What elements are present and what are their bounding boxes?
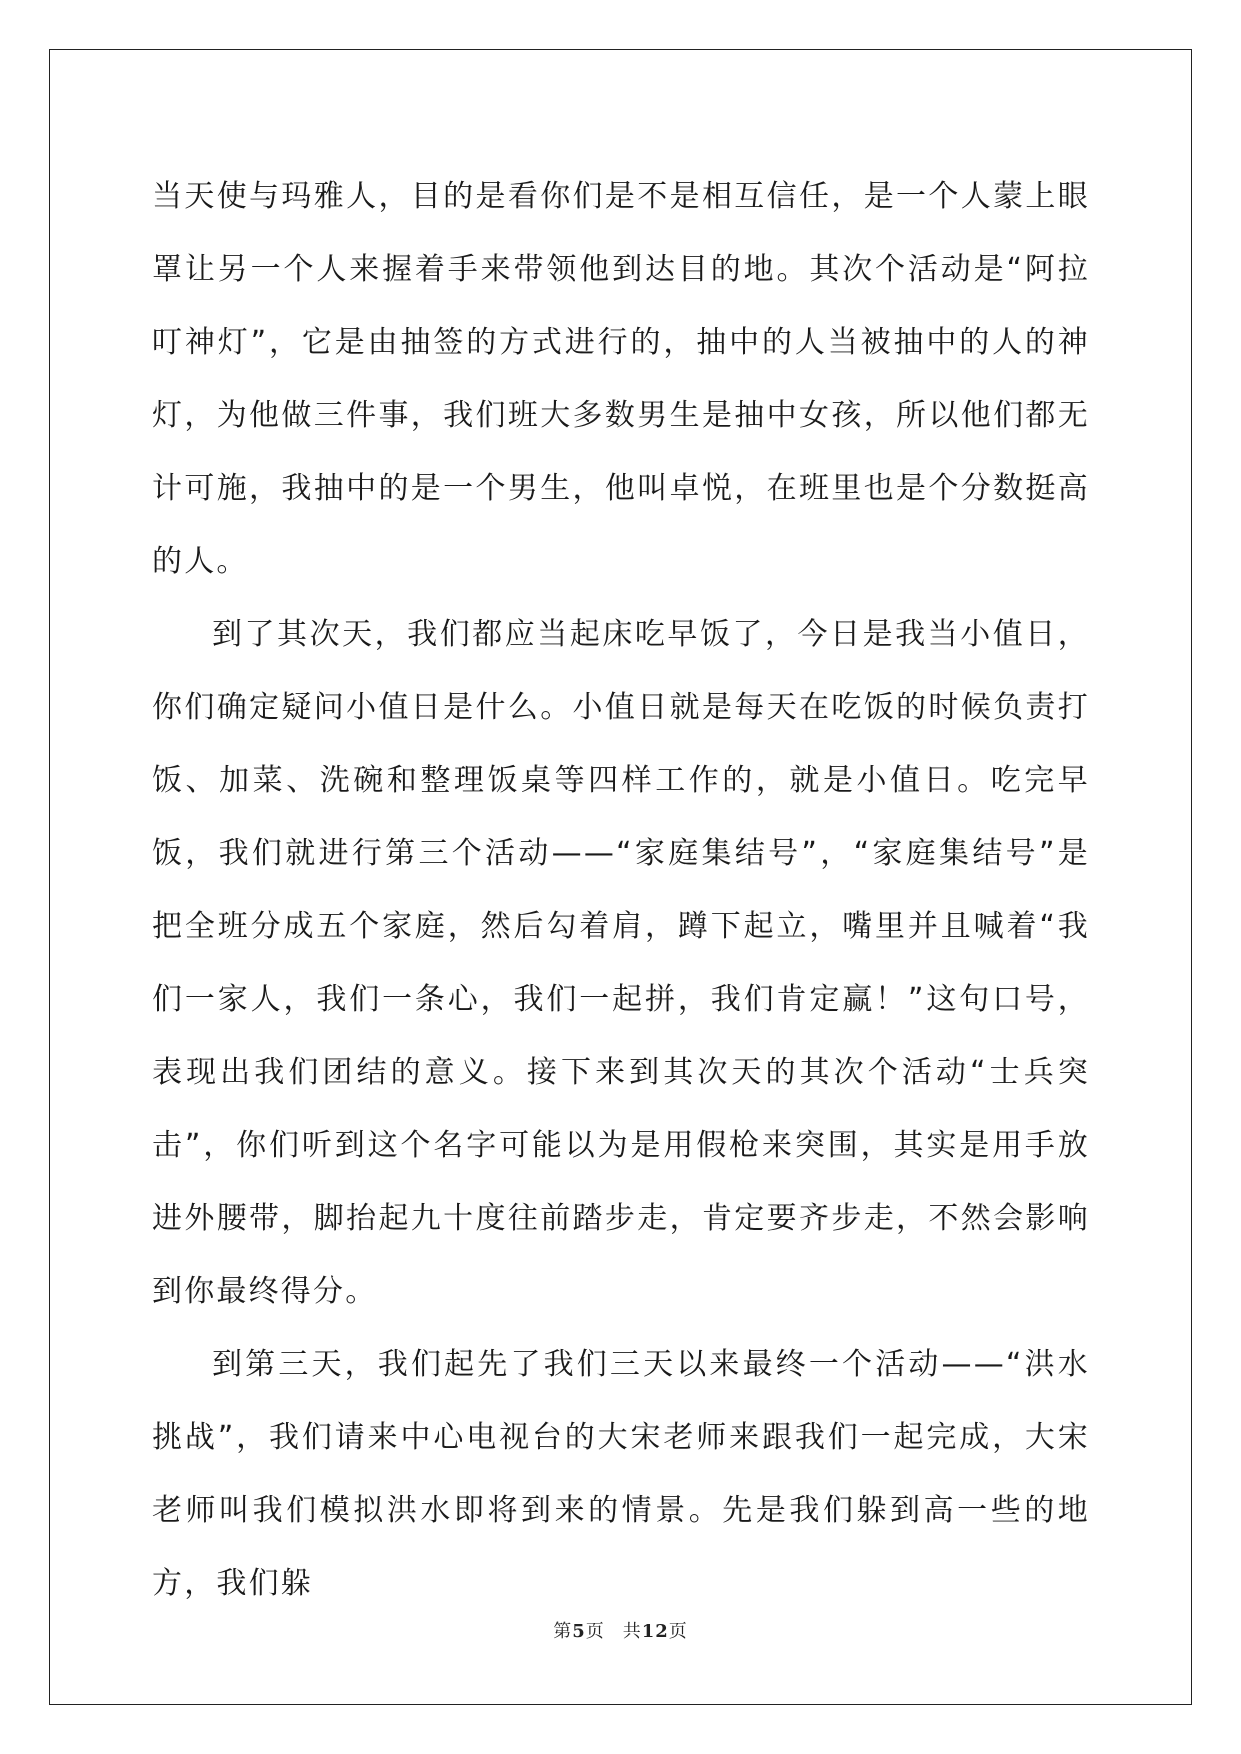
paragraph-2: 到了其次天，我们都应当起床吃早饭了，今日是我当小值日，你们确定疑问小值日是什么。小值日就是每天在吃饭的时候负责打饭、加菜、洗碗和整理饭桌等四样工作的，就是小值日。吃完早饭，我们就进行第三个活动——“家庭集结号”，“家庭集结号”是把全班分成五个家庭，然后勾着肩，蹲下起立，嘴里并且喊着“我们一家人，我们一条心，我们一起拼，我们肯定赢！”这句口号，表现出我们团结的意义。接下来到其次天的其次个活动“士兵突击”，你们听到这个名字可能以为是用假枪来突围，其实是用手放进外腰带，脚抬起九十度往前踏步走，肯定要齐步走，不然会影响到你最终得分。 (152, 617, 1090, 1309)
document-body (152, 160, 1090, 1620)
paragraph-1: 当天使与玛雅人，目的是看你们是不是相互信任，是一个人蒙上眼罩让另一个人来握着手来带领他到达目的地。其次个活动是“阿拉叮神灯”，它是由抽签的方式进行的，抽中的人当被抽中的人的神灯，为他做三件事，我们班大多数男生是抽中女孩，所以他们都无计可施，我抽中的是一个男生，他叫卓悦，在班里也是个分数挺高的人。 (152, 179, 1090, 579)
page-number: 5 (572, 1621, 586, 1642)
page-footer (0, 1617, 1241, 1643)
total-prefix: 共 (622, 1621, 642, 1642)
page-prefix: 第 (553, 1621, 573, 1642)
total-suffix: 页 (668, 1621, 688, 1642)
page-suffix: 页 (585, 1621, 605, 1642)
total-pages: 12 (641, 1621, 669, 1642)
paragraph-3: 到第三天，我们起先了我们三天以来最终一个活动——“洪水挑战”，我们请来中心电视台的大宋老师来跟我们一起完成，大宋老师叫我们模拟洪水即将到来的情景。先是我们躲到高一些的地方，我们躲 (152, 1347, 1090, 1601)
